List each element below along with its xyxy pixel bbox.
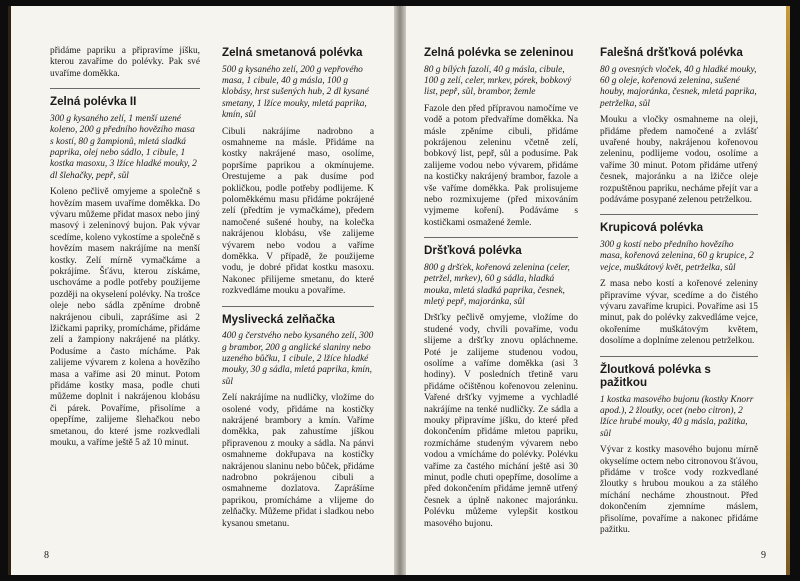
section-divider: [50, 88, 200, 89]
recipe-ingredients: 300 g kostí nebo předního hovězího masa, kořenová zelenina, 60 g krupice, 2 vejce, muškátový květ, petrželka, sůl: [600, 239, 754, 273]
recipe-krupicova: [600, 221, 758, 347]
right-page: [406, 6, 790, 575]
recipe-method: Dršťky pečlivě omyjeme, vložíme do studené vody, chvíli povaříme, vodu slijeme a dršťky znovu opláchneme. Poté je zalijeme studenou vodou, osolíme a vaříme doměkka (asi 3 hodiny). V posledních třetině varu přidáme očištěnou kořenovou zeleninu. Vařené dršťky vyjmeme a vychladlé nakrájíme na tenké nudličky. Ze sádla a mouky připravíme jíšku, do které před dokončením přidáme mletou papriku, rozmícháme studeným vývarem nebo vodou a vmícháme do polévky. Polévku vaříme za častého míchání ještě asi 30 minut, podle chuti opepříme, dosolíme a před dokončením přidáme jemně utřený česnek a úplně nakonec majoránku. Polévku můžeme vylepšit kostkou masového bujonu.: [424, 313, 578, 529]
recipe-method: Mouku a vločky osmahneme na oleji, přidáme předem namočené a zvlášť uvařené houby, nakrájenou kořenovou zeleninu, podlijeme vodou, osolíme a vaříme 30 minut. Potom přidáme utřený česnek, majoránku a na lžičce oleje rozpuštěnou papriku, necháme přejít var a podáváme posypané zelenou petrželkou.: [600, 115, 758, 205]
recipe-ingredients: 500 g kysaného zelí, 200 g vepřového masa, 1 cibule, 40 g másla, 100 g klobásy, hrst sušených hub, 2 dl kysané smetany, 1 lžíce mouky, mletá paprika, kmín, sůl: [222, 64, 369, 121]
recipe-title: Zelná polévka se zeleninou: [424, 46, 574, 59]
recipe-title: Dršťková polévka: [424, 244, 522, 258]
left-column-1: [50, 46, 200, 450]
recipe-title: Žloutková polévka s pažitkou: [600, 362, 711, 390]
recipe-myslivecka: [222, 313, 374, 530]
recipe-ingredients: 1 kostka masového bujonu (kostky Knorr apod.), 2 žloutky, ocet (nebo citron), 2 lžíce hrubé mouky, 40 g másla, pažitka, sůl: [600, 394, 754, 439]
recipe-title: Falešná dršťková polévka: [600, 46, 743, 59]
section-divider: [600, 356, 758, 357]
page-edge-right: [786, 6, 790, 575]
book-gutter: [394, 6, 406, 575]
page-edge-left: [8, 6, 11, 575]
recipe-ingredients: 80 g ovesných vloček, 40 g hladké mouky, 60 g oleje, kořenová zelenina, sušené houby, majoránka, česnek, mletá paprika, petrželka, sůl: [600, 64, 757, 109]
right-column-1: [424, 46, 578, 530]
recipe-zelna-zeleninou: [424, 46, 578, 229]
left-column-2: [222, 46, 374, 530]
recipe-ingredients: 800 g dršťek, kořenová zelenina (celer, petržel, mrkev), 60 g sádla, hladká mouka, mletá sladká paprika, česnek, mletý pepř, majoránka, sůl: [424, 262, 570, 307]
right-column-2: [600, 46, 758, 536]
recipe-title: Myslivecká zelňačka: [222, 312, 335, 326]
recipe-method: Koleno pečlivě omyjeme a společně s hovězím masem uvaříme doměkka. Do vývaru můžeme přidat masox nebo jiný masový i zeleninový bujon. Pak vývar scedíme, koleno vykostíme a společně s hovězím masem nakrájíme na menší kostky. Zelí mírně vymačkáme a pokrájíme. Šťávu, kterou získáme, uschováme a podle potřeby použijeme později na okyselení polévky. Na trošce oleje nebo sádla zpěníme drobně nakrájenou cibuli, zaprášíme asi 2 lžičkami papriky, promícháme, přidáme zelí a žampiony nakrájené na plátky. Podusíme a často mícháme. Pak zalijeme vývarem z kolena a hovězího masa a vaříme asi 20 minut. Potom přidáme kostky masa, podle chuti můžeme doplnit i nakrájenou klobásu či párek. Povaříme, přisolíme a opepříme, zalijeme šlehačkou nebo smetanou, do které jsme rozkvedlali mouku, a vaříme ještě 5 až 10 minut.: [50, 187, 200, 449]
section-divider: [600, 214, 758, 215]
recipe-falesna-drstkova: [600, 46, 758, 206]
recipe-ingredients: 300 g kysaného zelí, 1 menší uzené koleno, 200 g předního hovězího masa s kostí, 80 g žampionů, mletá sladká paprika, olej nebo sádlo, 1 cibule, 1 kostka masoxu, 3 lžíce hladké mouky, 2 dl šlehačky, pepř, sůl: [50, 113, 197, 181]
page-number-right: 9: [761, 550, 766, 561]
recipe-ingredients: 80 g bílých fazolí, 40 g másla, cibule, 100 g zelí, celer, mrkev, pórek, bobkový list, pepř, sůl, brambor, žemle: [424, 64, 572, 98]
page-number-left: 8: [44, 550, 49, 561]
recipe-title: Zelná smetanová polévka: [222, 46, 363, 59]
recipe-drstkova: [424, 244, 578, 530]
recipe-zelna-smetanova: [222, 46, 374, 298]
recipe-method: Vývar z kostky masového bujonu mírně okyselíme octem nebo citronovou šťávou, přidáme v trošce vody rozkvedlané žloutky s hrubou moukou a za stálého míchání necháme zhoustnout. Před dokončením zjemníme máslem, přisolíme, povaříme a nakonec přidáme pažitku.: [600, 445, 758, 535]
section-divider: [222, 306, 374, 307]
intro-text: přidáme papriku a připravíme jíšku, kterou zavaříme do polévky. Pak své uvaříme doměkka.: [50, 46, 200, 79]
section-divider: [424, 237, 578, 238]
left-page: [8, 6, 394, 575]
recipe-title: Krupicová polévka: [600, 221, 704, 235]
recipe-method: Zelí nakrájíme na nudličky, vložíme do osolené vody, přidáme na kostičky nakrájené brambory a kmín. Vaříme doměkka, pak zahustíme jíškou připravenou z mouky a sádla. Na pánvi osmahneme dokřupava na kostičky nakrájenou slaninu nebo bůček, přidáme nadrobno pokrájenou cibuli a osmahneme dozlatova. Zaprášíme paprikou, promícháme a vlijeme do zelňačky. Můžeme přidat i sladkou nebo kysanou smetanu.: [222, 393, 374, 529]
recipe-ingredients: 400 g čerstvého nebo kysaného zelí, 300 g brambor, 200 g anglické slaniny nebo uzeného bůčku, 1 cibule, 2 lžíce hladké mouky, 30 g sádla, mletá paprika, kmín, sůl: [222, 331, 374, 387]
recipe-title: Zelná polévka II: [50, 95, 137, 109]
recipe-method: Z masa nebo kostí a kořenové zeleniny připravíme vývar, scedíme a do čistého vývaru zavaříme krupici. Povaříme asi 15 minut, pak do polévky zakvedláme vejce, okořeníme muškátovým květem, dosolíme a doplníme zelenou petrželkou.: [600, 279, 758, 347]
recipe-method: Cibuli nakrájíme nadrobno a osmahneme na másle. Přidáme na kostky nakrájené maso, osolíme, popršíme paprikou a okmínujeme. Orestujeme a pak dusíme pod pokličkou, podle potřeby podlijeme. K poloměkkému masu přidáme pokrájené zelí (předtím je vymačkáme), předem namočené sušené houby, na kolečka nakrájenou klobásu, vše zalijeme vývarem nebo vodou a vaříme doměkka. V případě, že použijeme vodu, je dobré přidat kostku masoxu. Nakonec přilijeme smetanu, do které rozkvedláme mouku a povaříme.: [222, 126, 374, 297]
recipe-zelna-2: [50, 95, 200, 449]
recipe-method: Fazole den před přípravou namočíme ve vodě a potom předvaříme doměkka. Na másle zpěníme cibuli, přidáme pokrájenou zeleninu včetně zelí, bobkový list, pepř, sůl a podusíme. Pak zalijeme vodou nebo vývarem, přidáme na kostičky nakrájený brambor, fazole a vše vaříme doměkka. Pak prolisujeme nebo rozmixujeme (před mixováním vyjmeme koření). Podáváme s kostičkami osmažené žemle.: [424, 103, 578, 228]
recipe-zloutkova: [600, 363, 758, 537]
